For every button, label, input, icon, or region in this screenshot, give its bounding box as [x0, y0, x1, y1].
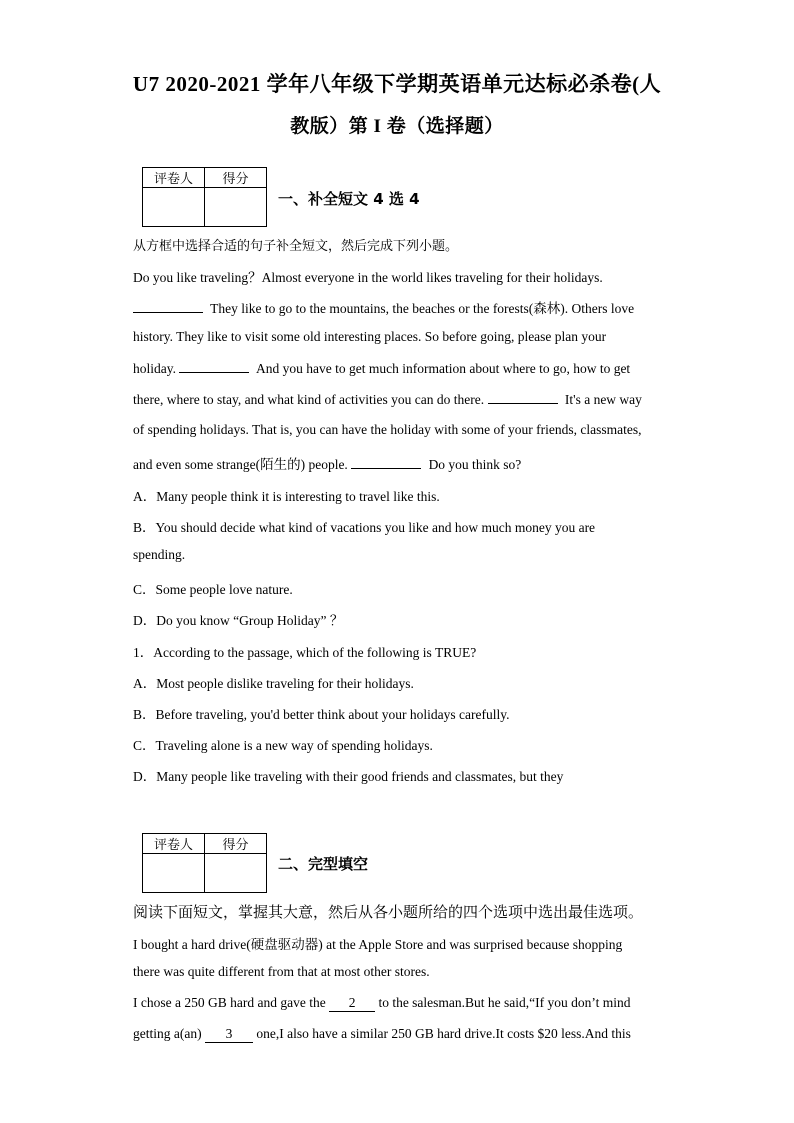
page-title-line1: U7 2020-2021 学年八年级下学期英语单元达标必杀卷(人	[132, 72, 662, 96]
section1-heading: 一、补全短文 4 选 4	[278, 190, 420, 208]
option-b-cont: spending.	[133, 547, 186, 562]
option-b: B．You should decide what kind of vacations you like and how much money you are	[133, 520, 596, 535]
answer-a: A．Most people dislike traveling for their holidays.	[133, 676, 414, 691]
passage-line: holiday. And you have to get much information about where to go, how to get	[133, 361, 631, 376]
passage-line: getting a(an) 3 one,I also have a similar 250 GB hard drive.It costs $20 less.And this	[133, 1026, 631, 1041]
option-d: D．Do you know “Group Holiday” ？	[133, 613, 344, 628]
section2-instruction: 阅读下面短文，掌握其大意，然后从各小题所给的四个选项中选出最佳选项。	[133, 903, 644, 921]
score-table-1	[142, 167, 267, 227]
passage-line: history. They like to visit some old interesting places. So before going, please plan your	[133, 329, 607, 344]
score-cell	[205, 854, 267, 893]
answer-blank[interactable]	[488, 391, 558, 404]
reviewer-cell	[143, 188, 205, 227]
reviewer-cell	[143, 854, 205, 893]
passage-line: of spending holidays. That is, you can have the holiday with some of your friends, classmates,	[133, 422, 642, 437]
reviewer-label: 评卷人	[143, 168, 205, 188]
answer-blank[interactable]	[351, 456, 421, 469]
question-1: 1．According to the passage, which of the following is TRUE?	[133, 645, 477, 660]
passage-line: and even some strange(陌生的) people. Do you think so?	[133, 457, 522, 472]
answer-c: C．Traveling alone is a new way of spending holidays.	[133, 738, 433, 753]
option-a: A．Many people think it is interesting to travel like this.	[133, 489, 440, 504]
reviewer-label: 评卷人	[143, 834, 205, 854]
answer-blank[interactable]	[133, 300, 203, 313]
passage-line: They like to go to the mountains, the beaches or the forests(森林). Others love	[133, 297, 634, 317]
score-label: 得分	[205, 834, 267, 854]
numbered-blank[interactable]: 3	[205, 1026, 253, 1043]
answer-blank[interactable]	[179, 360, 249, 373]
answer-b: B．Before traveling, you'd better think about your holidays carefully.	[133, 707, 510, 722]
passage-line: Do you like traveling？Almost everyone in the world likes traveling for their holidays.	[133, 270, 603, 285]
score-table-2	[142, 833, 267, 893]
passage-line: there was quite different from that at most other stores.	[133, 964, 430, 979]
passage-line: there, where to stay, and what kind of activities you can do there. It's a new way	[133, 392, 642, 407]
answer-d: D．Many people like traveling with their good friends and classmates, but they	[133, 769, 564, 784]
page-title-line2: 教版）第 I 卷（选择题）	[290, 116, 504, 137]
option-c: C．Some people love nature.	[133, 582, 293, 597]
score-cell	[205, 188, 267, 227]
passage-line: I bought a hard drive(硬盘驱动器) at the Apple Store and was surprised because shopping	[133, 937, 623, 952]
section1-instruction: 从方框中选择合适的句子补全短文，然后完成下列小题。	[133, 239, 459, 254]
numbered-blank[interactable]: 2	[329, 995, 375, 1012]
section2-heading: 二、完型填空	[278, 855, 369, 873]
passage-line: I chose a 250 GB hard and gave the 2 to the salesman.But he said,“If you don’t mind	[133, 995, 631, 1010]
score-label: 得分	[205, 168, 267, 188]
